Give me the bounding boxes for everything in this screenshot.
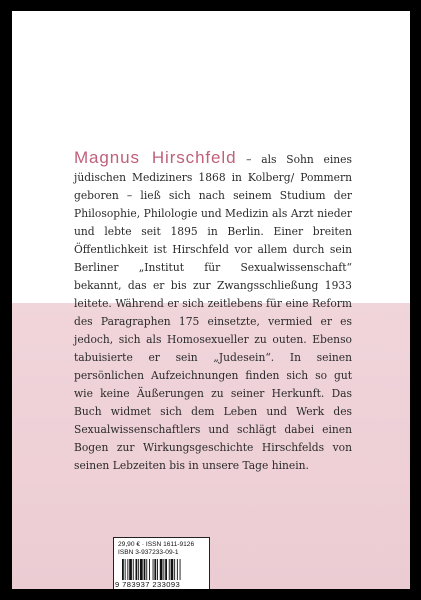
barcode-box bbox=[113, 537, 210, 589]
blurb-body: – als Sohn eines jüdischen Mediziners 1868 in Kolberg/ Pommern geboren – ließ sich nach seinem Studium der Philosophie, Philologie und Medizin als Arzt nieder und lebte seit 1895 in Berlin. Einer breiten Öffentlichkeit ist Hirschfeld vor allem durch sein Berliner „Institut für Sexualwissenschaft“ bekannt, das er bis zur Zwangsschließung 1933 leitete. Während er sich zeitlebens für eine Reform des Paragraphen 175 einsetzte, vermied er es jedoch, sich als Homosexueller zu outen. Ebenso tabuisierte er sein „Judesein“. In seinen persönlichen Aufzeichnungen finden sich so gut wie keine Äußerungen zu seiner Herkunft. Das Buch widmet sich dem Leben und Werk des Sexualwissenschaftlers und schlägt dabei einen Bogen zur Wirkungsgeschichte Hirschfelds von seinen Lebzeiten bis in unsere Tage hinein. bbox=[74, 153, 352, 472]
barcode-bar bbox=[144, 559, 146, 580]
barcode-bar bbox=[140, 559, 143, 580]
barcode-bar bbox=[153, 559, 154, 580]
barcode-bar bbox=[129, 559, 132, 580]
book-back-cover bbox=[12, 11, 410, 589]
barcode-bar bbox=[127, 559, 128, 580]
barcode-bar bbox=[138, 559, 139, 580]
barcode-bar bbox=[122, 559, 124, 580]
price-issn: 29,90 € · ISSN 1611-9126 bbox=[118, 541, 195, 548]
barcode-bar bbox=[157, 559, 158, 580]
barcode-bar bbox=[169, 559, 170, 580]
author-name: Magnus Hirschfeld bbox=[74, 148, 237, 167]
barcode-bar bbox=[174, 559, 175, 580]
barcode-bars bbox=[122, 559, 202, 580]
barcode-bar bbox=[177, 559, 178, 580]
isbn-label: ISBN 3-937233-09-1 bbox=[118, 549, 179, 556]
barcode-digits: 9 783937 233093 bbox=[115, 580, 181, 589]
barcode-bar bbox=[165, 559, 167, 580]
barcode-bar bbox=[133, 559, 134, 580]
barcode-bar bbox=[149, 559, 150, 580]
barcode-bar bbox=[136, 559, 138, 580]
barcode-bar bbox=[171, 559, 174, 580]
barcode-bar bbox=[160, 559, 163, 580]
barcode-bar bbox=[180, 559, 181, 580]
blurb-text bbox=[74, 149, 352, 475]
barcode-bar bbox=[146, 559, 147, 580]
barcode-bar bbox=[163, 559, 164, 580]
barcode-bar bbox=[154, 559, 156, 580]
barcode-bar bbox=[125, 559, 126, 580]
